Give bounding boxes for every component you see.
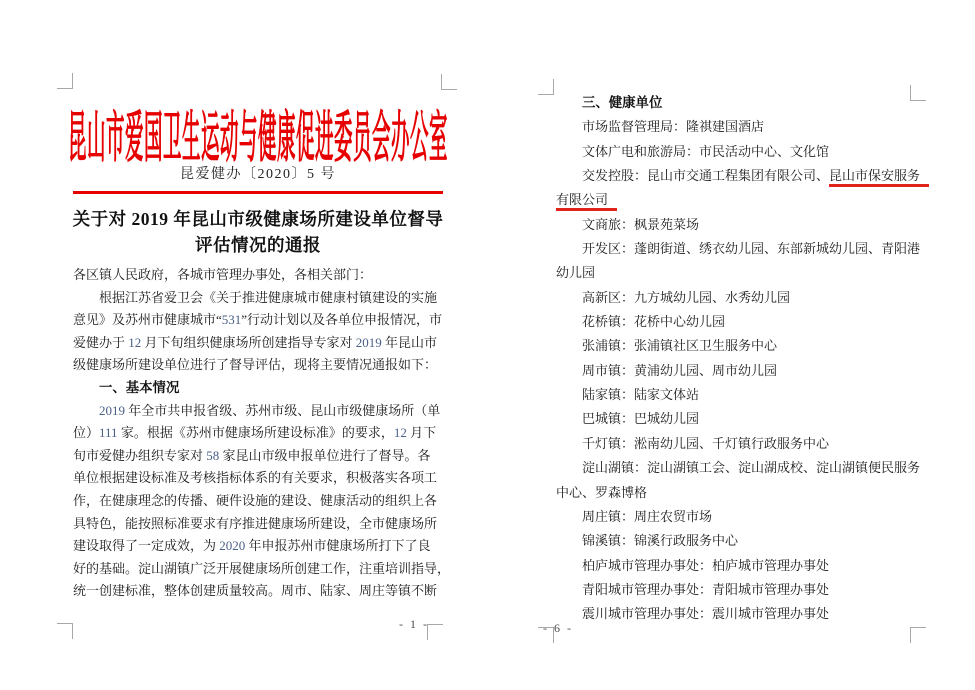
body-text-left: [73, 264, 449, 603]
line-text: 周市镇：黄浦幼儿园、周市幼儿园: [582, 362, 778, 378]
line-text: 锦溪镇：锦溪行政服务中心: [582, 533, 739, 549]
line-text: 震川城市管理办事处：震川城市管理办事处: [582, 606, 830, 622]
text-line: [556, 456, 921, 480]
text-line: [556, 602, 918, 626]
text-line: [556, 115, 918, 139]
line-text: 千灯镇：淞南幼儿园、千灯镇行政服务中心: [582, 435, 830, 451]
text-line: [73, 490, 449, 513]
text-line: [73, 558, 449, 581]
text-line: [73, 445, 449, 468]
text-line: [556, 432, 918, 456]
text-line: [556, 213, 918, 237]
text-line: [556, 237, 921, 261]
red-underlined-text: 昆山市保安服务: [829, 168, 929, 187]
text-line: [556, 505, 918, 529]
line-text: 旬市爱健办组织专家对 58 家昆山市级申报单位进行了督导。各: [73, 447, 431, 463]
line-text: 中心、罗森博格: [556, 484, 648, 500]
line-text: 具特色，能按照标准要求有序推进健康场所建设，全市健康场所: [73, 515, 438, 531]
line-text: 意见》及苏州市健康城市“531”行动计划以及各单位申报情况，市: [73, 312, 443, 328]
text-line: [556, 188, 918, 212]
line-text: 市场监督管理局：隆祺建国酒店: [582, 119, 765, 135]
text-line: [73, 309, 449, 332]
line-text: 2019 年全市共申报省级、苏州市级、昆山市级健康场所（单: [99, 402, 441, 418]
text-line: [73, 535, 449, 558]
line-text: 三、健康单位: [582, 95, 663, 110]
text-line: [556, 359, 918, 383]
text-line: [556, 383, 918, 407]
document-title: [63, 206, 453, 258]
text-line: [556, 407, 918, 431]
text-line: [73, 332, 449, 355]
text-line: [556, 91, 918, 115]
line-text: 统一创建标准，整体创建质量较高。周市、陆家、周庄等镇不断: [73, 583, 438, 599]
numeral: 111: [99, 425, 118, 441]
text-line: [73, 422, 449, 445]
page-number: - 6 -: [543, 621, 573, 635]
line-text: 周庄镇：周庄农贸市场: [582, 508, 713, 524]
line-text: 文体广电和旅游局：市民活动中心、文化馆: [582, 143, 830, 159]
numeral: 2019: [355, 334, 382, 350]
text-line: [556, 529, 918, 553]
line-text: 花桥镇：花桥中心幼儿园: [582, 314, 726, 330]
text-line: [73, 513, 449, 536]
line-text: 青阳城市管理办事处：青阳城市管理办事处: [582, 581, 830, 597]
letterhead-title: 昆山市爱国卫生运动与健康促进委员会办公室: [68, 108, 448, 170]
text-line: [73, 580, 449, 603]
text-line: [556, 334, 918, 358]
text-line: [556, 164, 921, 188]
line-text: 陆家镇：陆家文体站: [582, 387, 700, 403]
numeral: 2019: [99, 402, 125, 418]
page-number: - 1 -: [399, 617, 429, 631]
red-underlined-text: 有限公司: [556, 192, 617, 211]
line-text: 级健康场所建设单位进行了督导评估，现将主要情况通报如下：: [73, 357, 438, 373]
text-line: [556, 554, 918, 578]
numeral: 58: [206, 447, 220, 463]
crop-mark: [57, 623, 73, 639]
crop-mark: [910, 627, 926, 643]
text-line: [556, 481, 918, 505]
text-line: [73, 377, 449, 400]
crop-mark: [538, 79, 554, 95]
text-line: [556, 140, 918, 164]
line-text: 爱健办于 12 月下旬组织健康场所创建指导专家对 2019 年昆山市: [73, 334, 438, 350]
document-title-line1: 关于对 2019 年昆山市级健康场所建设单位督导: [72, 209, 444, 229]
doc-number: 昆爱健办〔2020〕5 号: [180, 167, 336, 182]
line-text: 淀山湖镇：淀山湖镇工会、淀山湖成校、淀山湖镇便民服务: [582, 460, 921, 476]
line-text: 位）111 家。根据《苏州市健康场所建设标准》的要求，12 月下: [73, 425, 437, 441]
line-text: 好的基础。淀山湖镇广泛开展健康场所创建工作，注重培训指导，: [73, 560, 451, 576]
line-text: 高新区：九方城幼儿园、水秀幼儿园: [582, 289, 791, 305]
document-title-line2: 评估情况的通报: [195, 235, 321, 255]
line-text: 作，在健康理念的传播、硬件设施的建设、健康活动的组织上各: [73, 492, 438, 508]
line-text: 柏庐城市管理办事处：柏庐城市管理办事处: [582, 557, 830, 573]
text-line: [73, 467, 449, 490]
text-line: [73, 354, 449, 377]
crop-mark: [57, 73, 73, 89]
text-line: [73, 264, 449, 287]
numeral: 531: [221, 312, 242, 328]
line-text: 开发区：蓬朗街道、绣衣幼儿园、东部新城幼儿园、青阳港: [582, 241, 921, 257]
line-text: 交发控股：昆山市交通工程集团有限公司、: [582, 168, 830, 184]
text-line: [73, 287, 449, 310]
line-text: 文商旅：枫景苑菜场: [582, 216, 700, 232]
crop-mark: [441, 74, 457, 90]
numeral: 12: [128, 334, 142, 350]
letterhead: [68, 92, 448, 170]
line-text: 张浦镇：张浦镇社区卫生服务中心: [582, 338, 778, 354]
line-text: 根据江苏省爱卫会《关于推进健康城市健康村镇建设的实施: [99, 289, 438, 305]
text-line: [556, 261, 918, 285]
numeral: 12: [393, 425, 407, 441]
numeral: 2020: [219, 538, 246, 554]
line-text: 单位根据建设标准及考核指标体系的有关要求，积极落实各项工: [73, 470, 438, 486]
body-text-right: [556, 91, 921, 627]
text-line: [556, 310, 918, 334]
text-line: [73, 400, 449, 423]
text-line: [556, 286, 918, 310]
line-text: 一、基本情况: [99, 379, 180, 395]
line-text: 各区镇人民政府，各城市管理办事处，各相关部门：: [73, 267, 373, 282]
line-text: 幼儿园: [556, 265, 596, 281]
line-text: 建设取得了一定成效，为 2020 年申报苏州市健康场所打下了良: [73, 538, 431, 554]
red-separator-rule: [73, 191, 443, 194]
line-text: 巴城镇：巴城幼儿园: [582, 411, 700, 427]
text-line: [556, 578, 918, 602]
